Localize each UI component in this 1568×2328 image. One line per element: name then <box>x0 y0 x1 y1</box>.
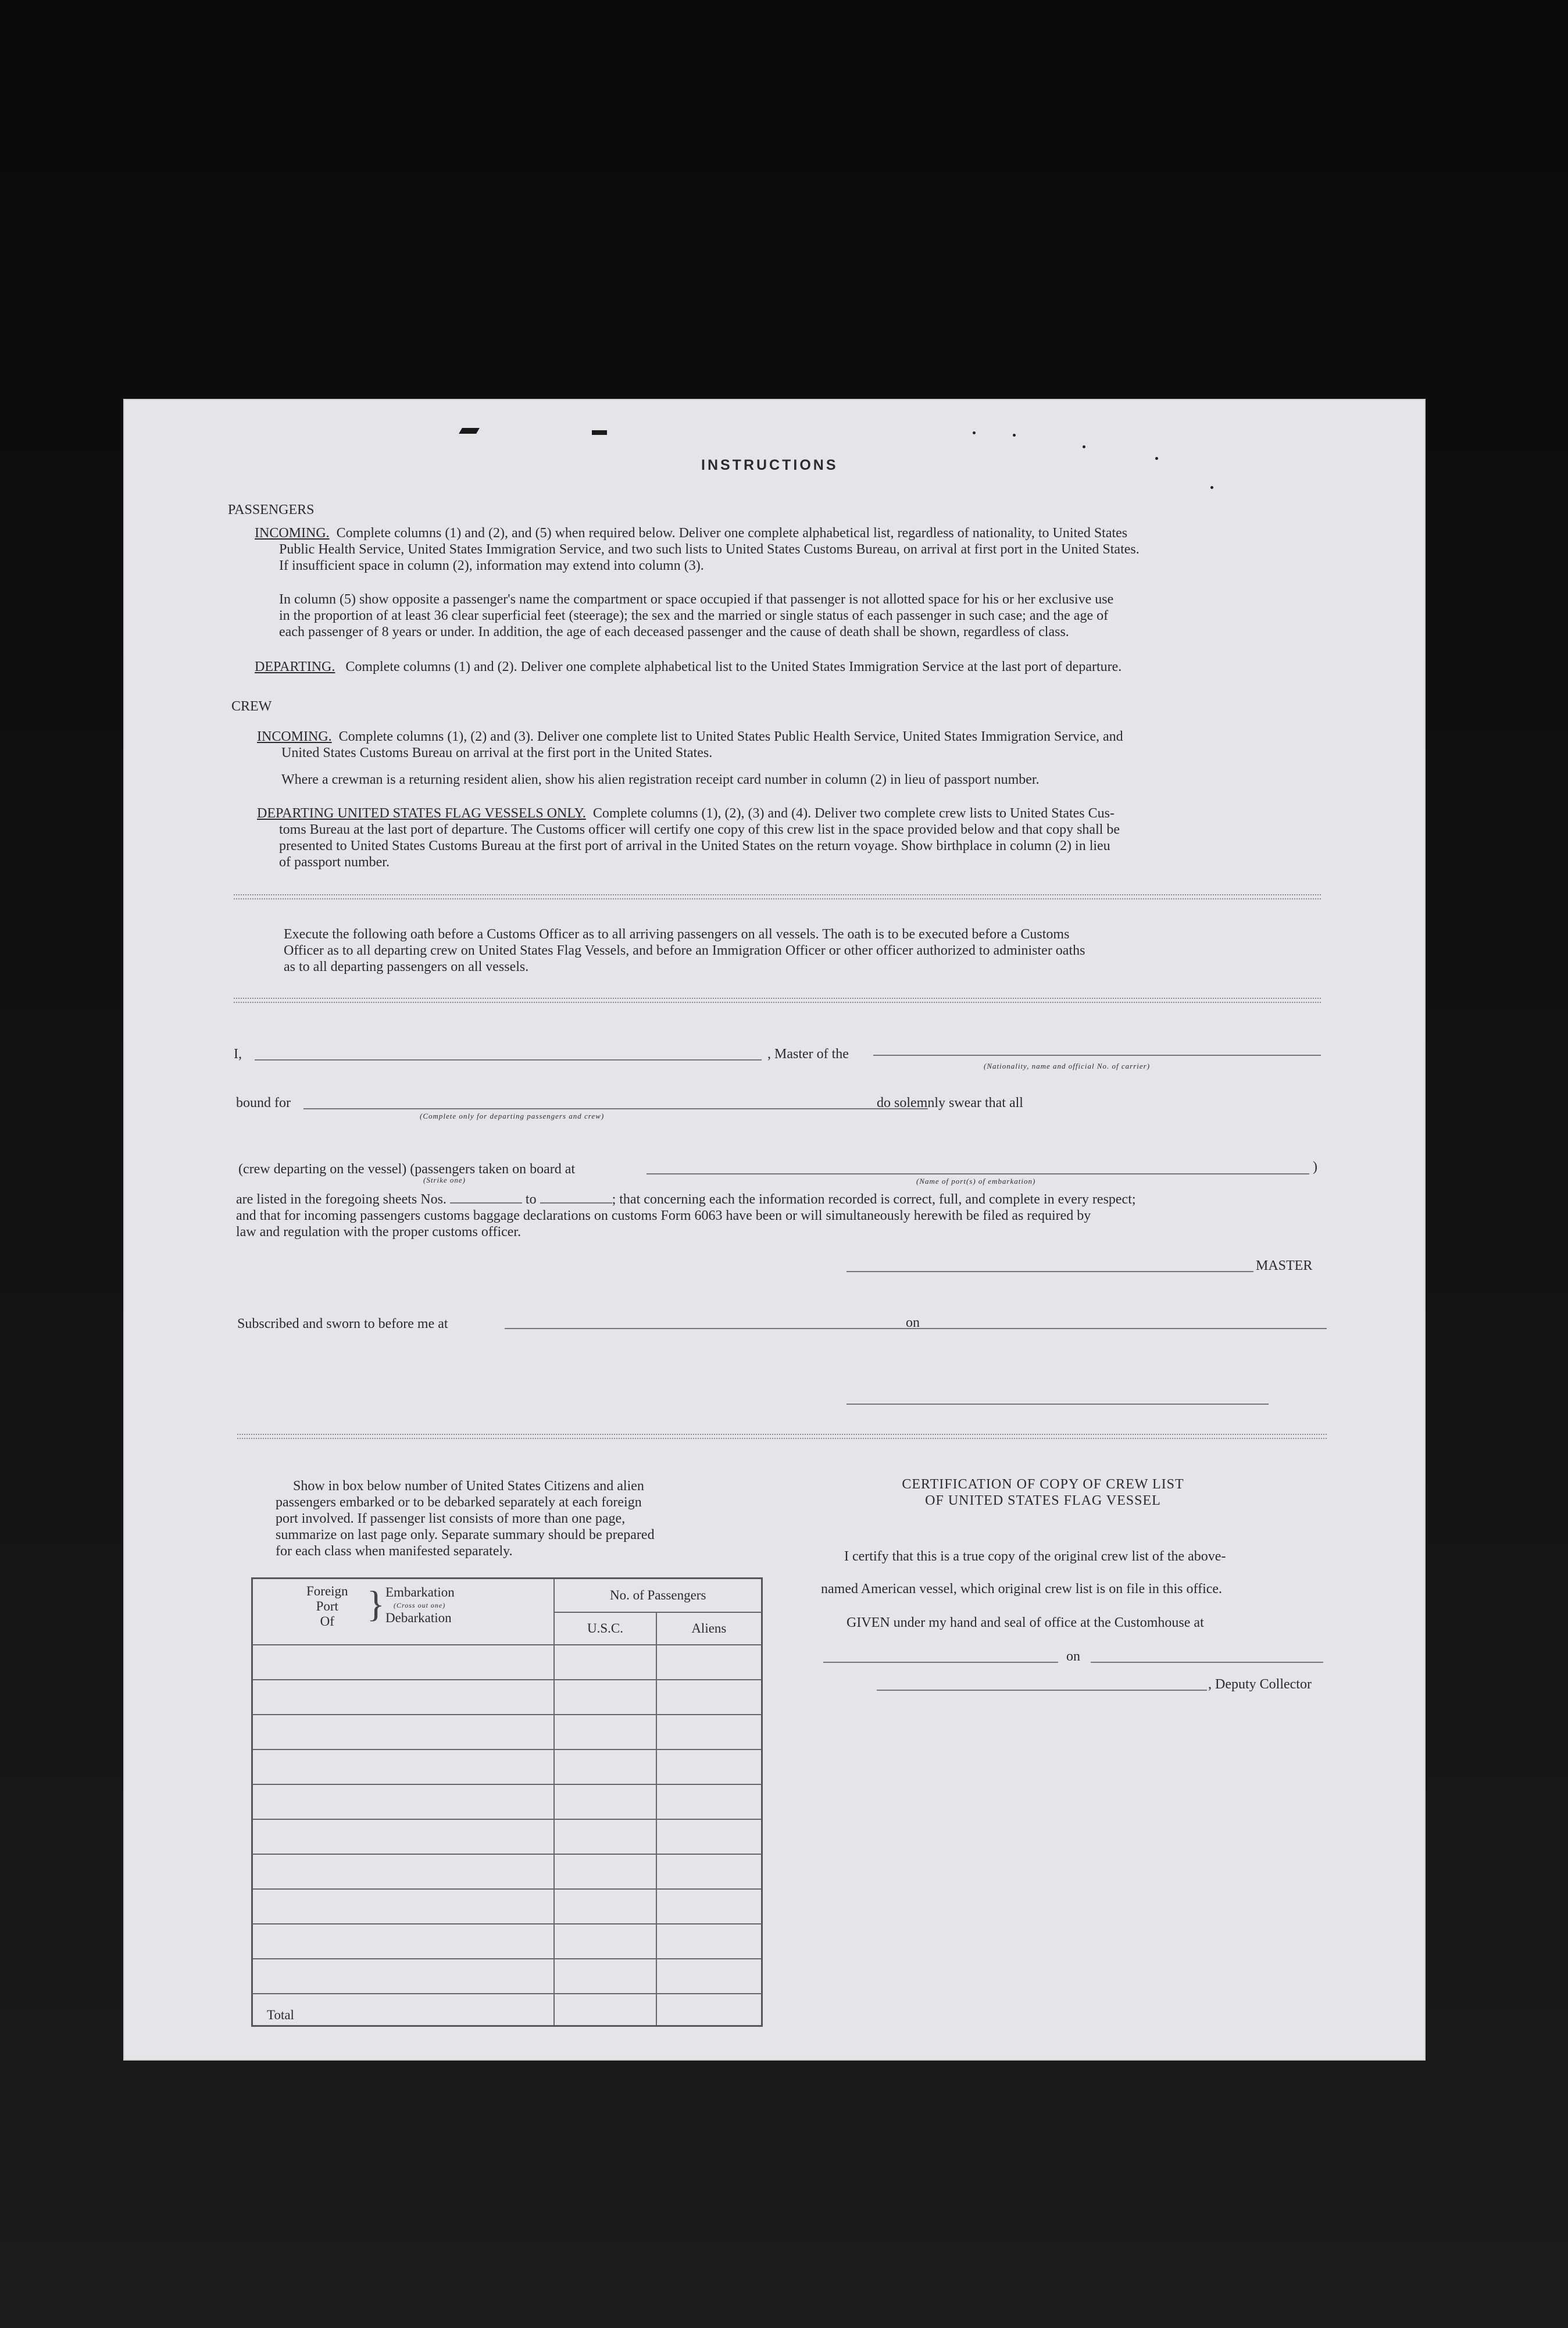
column5-line-2: in the proportion of at least 36 clear superficial feet (steerage); the sex and the married or single status of each passenger in such case; and the age of <box>279 608 1109 623</box>
no-of-passengers-header: No. of Passengers <box>554 1579 762 1612</box>
oath-i-label: I, <box>234 1047 242 1062</box>
scan-speck <box>1155 457 1158 460</box>
section-divider <box>234 894 1321 899</box>
passengers-incoming-text: Complete columns (1) and (2), and (5) when required below. Deliver one complete alphabetical list, regardless of nationality, to United States <box>336 526 1128 541</box>
customhouse-field[interactable] <box>823 1662 1058 1663</box>
table-row <box>252 1645 762 1680</box>
foreign-label: Foreign <box>306 1584 348 1598</box>
passenger-summary-table <box>251 1577 763 2027</box>
of-label: Of <box>320 1614 334 1629</box>
usc-cell[interactable] <box>554 1959 656 1994</box>
certification-on-label: on <box>1066 1649 1080 1664</box>
crew-incoming-line-2: United States Customs Bureau on arrival at the first port in the United States. <box>281 745 713 760</box>
deputy-collector-label: , Deputy Collector <box>1208 1677 1312 1692</box>
usc-cell[interactable] <box>554 1889 656 1924</box>
passengers-incoming-line-2: Public Health Service, United States Immigration Service, and two such lists to United States Customs Bureau, on arrival at first port in the United States. <box>279 542 1140 557</box>
crew-departing-vessel: (crew departing on the vessel) (passengers taken on board at <box>238 1162 576 1177</box>
aliens-cell[interactable] <box>656 1749 762 1784</box>
certification-title-line-2: OF UNITED STATES FLAG VESSEL <box>925 1493 1161 1508</box>
aliens-cell[interactable] <box>656 1854 762 1889</box>
cross-out-note: (Cross out one) <box>394 1601 446 1609</box>
embarkation-port-field[interactable] <box>647 1173 1309 1174</box>
crew-departing-text: Complete columns (1), (2), (3) and (4). Deliver two complete crew lists to United States Cus- <box>592 806 1115 821</box>
crew-title: CREW <box>231 699 272 714</box>
oath-execute-line-3: as to all departing passengers on all vessels. <box>284 959 529 974</box>
ports-note: (Name of port(s) of embarkation) <box>916 1177 1036 1186</box>
given-text: GIVEN under my hand and seal of office at the Customhouse at <box>846 1615 1204 1630</box>
aliens-cell[interactable] <box>656 1715 762 1749</box>
scan-speck <box>1013 434 1016 437</box>
summary-instructions-line-2: passengers embarked or to be debarked separately at each foreign <box>276 1495 642 1510</box>
listed-text-a: are listed in the foregoing sheets Nos. <box>236 1192 447 1207</box>
master-of-the: , Master of the <box>767 1047 849 1062</box>
certify-line-2: named American vessel, which original crew list is on file in this office. <box>821 1581 1223 1597</box>
table-row <box>252 1854 762 1889</box>
solemnly-swear: do solemnly swear that all <box>877 1095 1023 1111</box>
usc-cell[interactable] <box>554 1924 656 1959</box>
table-row <box>252 1924 762 1959</box>
crew-resident-text: Where a crewman is a returning resident alien, show his alien registration receipt card number in column (2) in lieu of passport number. <box>281 772 1040 787</box>
master-signature-field[interactable] <box>846 1271 1253 1272</box>
sheet-to-field[interactable] <box>540 1202 612 1204</box>
aliens-cell[interactable] <box>656 1889 762 1924</box>
debarkation-label: Debarkation <box>385 1611 452 1625</box>
port-label: Port <box>316 1599 338 1613</box>
aliens-cell[interactable] <box>656 1959 762 1994</box>
table-row <box>252 1680 762 1715</box>
bound-for-label: bound for <box>236 1095 291 1111</box>
total-label: Total <box>252 1994 555 2026</box>
port-cell[interactable] <box>252 1924 555 1959</box>
master-label: MASTER <box>1256 1258 1313 1273</box>
embarkation-label: Embarkation <box>385 1585 455 1599</box>
aliens-cell[interactable] <box>656 1819 762 1854</box>
certification-date-field[interactable] <box>1091 1662 1323 1663</box>
port-cell[interactable] <box>252 1645 555 1680</box>
usc-cell[interactable] <box>554 1680 656 1715</box>
scan-speck <box>973 431 976 434</box>
usc-cell[interactable] <box>554 1854 656 1889</box>
usc-cell[interactable] <box>554 1819 656 1854</box>
summary-instructions-line-3: port involved. If passenger list consists of more than one page, <box>276 1511 626 1526</box>
master-name-field[interactable] <box>255 1059 762 1061</box>
certify-line-1: I certify that this is a true copy of the original crew list of the above- <box>844 1549 1226 1564</box>
aliens-header: Aliens <box>656 1612 762 1645</box>
table-row <box>252 1715 762 1749</box>
listed-line-1 <box>236 1191 1136 1208</box>
carrier-field[interactable] <box>873 1055 1321 1056</box>
usc-cell[interactable] <box>554 1749 656 1784</box>
passengers-departing <box>255 658 1121 676</box>
passengers-incoming-line-3: If insufficient space in column (2), information may extend into column (3). <box>279 558 704 573</box>
crew-departing-line-1 <box>257 805 1115 822</box>
passengers-departing-text: Complete columns (1) and (2). Deliver one complete alphabetical list to the United States Immigration Service at the last port of departure. <box>345 659 1122 674</box>
port-cell[interactable] <box>252 1854 555 1889</box>
instructions-heading: INSTRUCTIONS <box>701 457 838 473</box>
crew-incoming-line-1 <box>257 728 1123 745</box>
summary-instructions-line-1: Show in box below number of United States Citizens and alien <box>293 1479 644 1494</box>
port-cell[interactable] <box>252 1819 555 1854</box>
crew-departing-label: DEPARTING UNITED STATES FLAG VESSELS ONLY. <box>257 806 586 821</box>
summary-instructions-line-4: summarize on last page only. Separate summary should be prepared <box>276 1527 655 1543</box>
port-header-cell <box>252 1579 555 1645</box>
crew-departing-line-4: of passport number. <box>279 855 390 870</box>
crew-departing-line-3: presented to United States Customs Bureau at the first port of arrival in the United States on the return voyage. Show birthplace in column (2) in lieu <box>279 838 1110 854</box>
table-row <box>252 1749 762 1784</box>
usc-cell[interactable] <box>554 1645 656 1680</box>
subscribed-label: Subscribed and sworn to before me at <box>237 1316 448 1331</box>
port-cell[interactable] <box>252 1959 555 1994</box>
oath-execute-line-1: Execute the following oath before a Customs Officer as to all arriving passengers on all vessels. The oath is to be executed before a Customs <box>284 927 1070 942</box>
section-divider <box>234 998 1321 1003</box>
form-page <box>123 399 1426 2061</box>
scan-speck <box>1083 445 1085 448</box>
total-row <box>252 1994 762 2026</box>
listed-text-b: ; that concerning each the information recorded is correct, full, and complete in every respect; <box>612 1192 1136 1207</box>
aliens-cell[interactable] <box>656 1680 762 1715</box>
port-cell[interactable] <box>252 1715 555 1749</box>
table-row <box>252 1819 762 1854</box>
aliens-total-cell[interactable] <box>656 1994 762 2026</box>
officer-signature-field[interactable] <box>846 1404 1269 1405</box>
listed-line-3: law and regulation with the proper customs officer. <box>236 1224 522 1240</box>
port-cell[interactable] <box>252 1749 555 1784</box>
sworn-on-label: on <box>906 1315 920 1330</box>
column5-line-3: each passenger of 8 years or under. In addition, the age of each deceased passenger and the cause of death shall be shown, regardless of class. <box>279 624 1069 640</box>
table-row <box>252 1784 762 1819</box>
nationality-note: (Nationality, name and official No. of carrier) <box>984 1062 1151 1070</box>
port-cell[interactable] <box>252 1889 555 1924</box>
section-divider <box>237 1434 1327 1439</box>
usc-total-cell[interactable] <box>554 1994 656 2026</box>
listed-line-2: and that for incoming passengers customs baggage declarations on customs Form 6063 have been or will simultaneously herewith be filed as required by <box>236 1208 1091 1223</box>
brace-glyph: } <box>367 1583 385 1624</box>
usc-cell[interactable] <box>554 1715 656 1749</box>
table-row <box>252 1959 762 1994</box>
aliens-cell[interactable] <box>656 1784 762 1819</box>
passengers-incoming-line-1 <box>255 524 1127 542</box>
listed-to: to <box>525 1192 537 1207</box>
usc-header: U.S.C. <box>554 1612 656 1645</box>
usc-cell[interactable] <box>554 1784 656 1819</box>
scan-mark <box>459 428 480 434</box>
strike-one-note: (Strike one) <box>423 1176 466 1184</box>
departing-only-note: (Complete only for departing passengers and crew) <box>420 1112 605 1120</box>
bound-for-field[interactable] <box>303 1108 928 1109</box>
certification-title-line-1: CERTIFICATION OF COPY OF CREW LIST <box>902 1477 1184 1492</box>
scan-speck <box>1210 486 1213 489</box>
passengers-incoming-label: INCOMING. <box>255 526 330 541</box>
passengers-title: PASSENGERS <box>228 502 315 517</box>
summary-instructions-line-5: for each class when manifested separately. <box>276 1544 513 1559</box>
aliens-cell[interactable] <box>656 1924 762 1959</box>
sworn-date-field[interactable] <box>928 1328 1327 1329</box>
table-row <box>252 1889 762 1924</box>
scan-mark <box>592 430 607 435</box>
passengers-departing-label: DEPARTING. <box>255 659 335 674</box>
oath-execute-line-2: Officer as to all departing crew on United States Flag Vessels, and before an Immigration Officer or other officer authorized to administer oaths <box>284 943 1085 958</box>
crew-incoming-text: Complete columns (1), (2) and (3). Deliver one complete list to United States Public Health Service, United States Immigration Service, and <box>338 729 1123 744</box>
port-cell[interactable] <box>252 1680 555 1715</box>
aliens-cell[interactable] <box>656 1645 762 1680</box>
port-cell[interactable] <box>252 1784 555 1819</box>
crew-departing-line-2: toms Bureau at the last port of departure. The Customs officer will certify one copy of this crew list in the space provided below and that copy shall be <box>279 822 1120 837</box>
close-paren: ) <box>1313 1159 1317 1174</box>
crew-incoming-label: INCOMING. <box>257 729 332 744</box>
sheet-from-field[interactable] <box>450 1202 522 1204</box>
column5-line-1: In column (5) show opposite a passenger's name the compartment or space occupied if that passenger is not allotted space for his or her exclusive use <box>279 592 1114 607</box>
deputy-signature-field[interactable] <box>877 1690 1207 1691</box>
